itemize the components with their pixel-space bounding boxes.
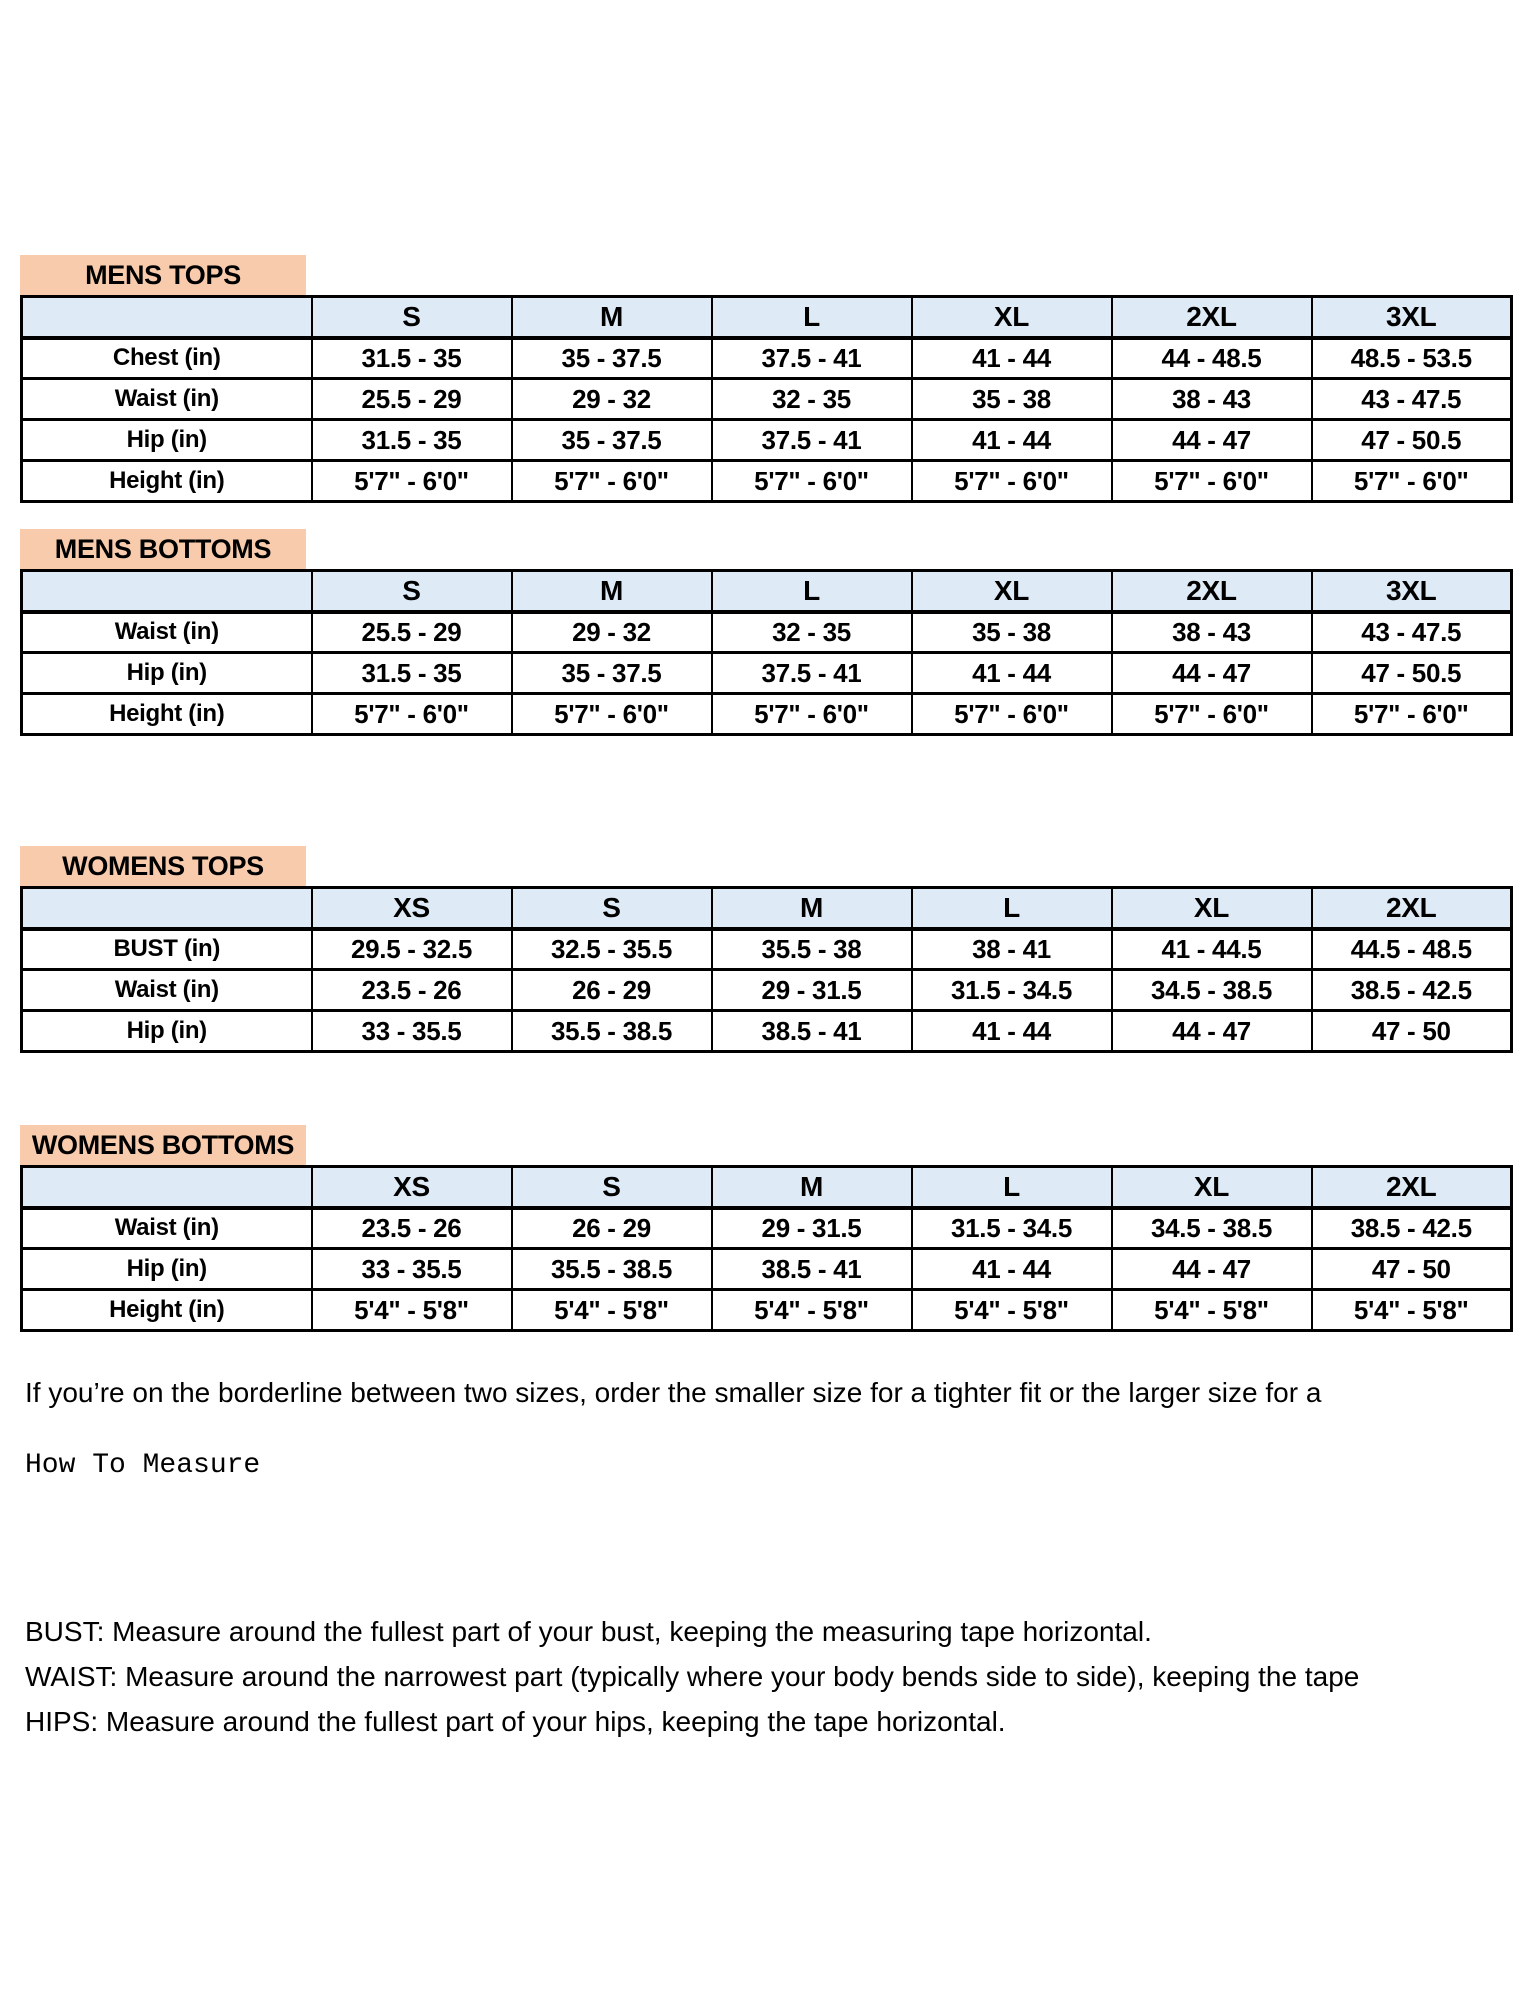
table-section-womens-tops xyxy=(20,846,1530,1053)
measurement-cell: 5'7" - 6'0" xyxy=(312,461,512,502)
measurement-cell: 37.5 - 41 xyxy=(712,420,912,461)
measurement-cell: 5'4" - 5'8" xyxy=(512,1290,712,1331)
measurement-cell: 5'4" - 5'8" xyxy=(312,1290,512,1331)
measurement-row xyxy=(22,1011,1512,1052)
measurement-row xyxy=(22,379,1512,420)
size-header-3xl: 3XL xyxy=(1312,571,1512,612)
measure-instruction-line: WAIST: Measure around the narrowest part (typically where your body bends side to side), keeping the tape xyxy=(25,1661,1360,1692)
size-header-s: S xyxy=(512,888,712,929)
measurement-cell: 47 - 50 xyxy=(1312,1011,1512,1052)
measurement-cell: 38.5 - 42.5 xyxy=(1312,970,1512,1011)
size-header-m: M xyxy=(512,297,712,338)
size-header-xl: XL xyxy=(912,297,1112,338)
row-label: Height (in) xyxy=(22,1290,312,1331)
measurement-row xyxy=(22,1249,1512,1290)
measurement-cell: 35 - 38 xyxy=(912,379,1112,420)
measurement-cell: 5'7" - 6'0" xyxy=(912,694,1112,735)
size-table-mens-tops xyxy=(20,295,1513,503)
measurement-cell: 32.5 - 35.5 xyxy=(512,929,712,970)
measurement-cell: 5'7" - 6'0" xyxy=(1312,461,1512,502)
header-row xyxy=(22,571,1512,612)
measurement-cell: 5'7" - 6'0" xyxy=(512,694,712,735)
measurement-cell: 38 - 41 xyxy=(912,929,1112,970)
measurement-cell: 41 - 44 xyxy=(912,420,1112,461)
measurement-cell: 35 - 37.5 xyxy=(512,420,712,461)
measurement-cell: 33 - 35.5 xyxy=(312,1011,512,1052)
measurement-row xyxy=(22,1208,1512,1249)
header-row xyxy=(22,888,1512,929)
measurement-cell: 31.5 - 34.5 xyxy=(912,1208,1112,1249)
row-label: Height (in) xyxy=(22,694,312,735)
measurement-cell: 41 - 44 xyxy=(912,1011,1112,1052)
size-header-l: L xyxy=(912,1167,1112,1208)
measurement-row xyxy=(22,461,1512,502)
row-label: Waist (in) xyxy=(22,1208,312,1249)
size-header-xl: XL xyxy=(1112,1167,1312,1208)
measurement-row xyxy=(22,1290,1512,1331)
table-section-mens-bottoms xyxy=(20,529,1530,736)
size-tables xyxy=(0,255,1530,1332)
measurement-cell: 5'7" - 6'0" xyxy=(1112,461,1312,502)
measurement-cell: 41 - 44 xyxy=(912,653,1112,694)
measurement-cell: 32 - 35 xyxy=(712,612,912,653)
measurement-cell: 32 - 35 xyxy=(712,379,912,420)
size-header-s: S xyxy=(312,297,512,338)
measurement-row xyxy=(22,970,1512,1011)
measurement-row xyxy=(22,612,1512,653)
measurement-cell: 44 - 47 xyxy=(1112,420,1312,461)
measurement-cell: 41 - 44 xyxy=(912,1249,1112,1290)
measurement-cell: 31.5 - 35 xyxy=(312,338,512,379)
corner-cell xyxy=(22,1167,312,1208)
measurement-cell: 44.5 - 48.5 xyxy=(1312,929,1512,970)
measurement-cell: 43 - 47.5 xyxy=(1312,612,1512,653)
measurement-cell: 5'4" - 5'8" xyxy=(1112,1290,1312,1331)
measurement-row xyxy=(22,929,1512,970)
measurement-cell: 41 - 44 xyxy=(912,338,1112,379)
size-header-xl: XL xyxy=(912,571,1112,612)
measurement-cell: 5'7" - 6'0" xyxy=(712,694,912,735)
size-header-2xl: 2XL xyxy=(1112,297,1312,338)
size-header-xs: XS xyxy=(312,888,512,929)
measurement-cell: 35.5 - 38 xyxy=(712,929,912,970)
corner-cell xyxy=(22,571,312,612)
measurement-cell: 44 - 47 xyxy=(1112,1249,1312,1290)
measurement-cell: 31.5 - 35 xyxy=(312,420,512,461)
size-header-2xl: 2XL xyxy=(1312,1167,1512,1208)
measurement-cell: 47 - 50.5 xyxy=(1312,420,1512,461)
measurement-cell: 31.5 - 34.5 xyxy=(912,970,1112,1011)
measurement-cell: 43 - 47.5 xyxy=(1312,379,1512,420)
measurement-cell: 38.5 - 41 xyxy=(712,1011,912,1052)
measurement-cell: 5'7" - 6'0" xyxy=(312,694,512,735)
row-label: BUST (in) xyxy=(22,929,312,970)
measurement-cell: 47 - 50 xyxy=(1312,1249,1512,1290)
row-label: Height (in) xyxy=(22,461,312,502)
table-title-womens-bottoms: WOMENS BOTTOMS xyxy=(20,1125,306,1165)
measurement-cell: 34.5 - 38.5 xyxy=(1112,970,1312,1011)
measurement-cell: 35 - 37.5 xyxy=(512,338,712,379)
measurement-cell: 5'7" - 6'0" xyxy=(1312,694,1512,735)
measurement-cell: 44 - 47 xyxy=(1112,653,1312,694)
size-header-l: L xyxy=(912,888,1112,929)
measurement-cell: 5'4" - 5'8" xyxy=(912,1290,1112,1331)
size-table-womens-tops xyxy=(20,886,1513,1053)
measurement-cell: 35 - 38 xyxy=(912,612,1112,653)
table-section-mens-tops xyxy=(20,255,1530,503)
measurement-cell: 44 - 47 xyxy=(1112,1011,1312,1052)
measurement-cell: 38 - 43 xyxy=(1112,379,1312,420)
row-label: Hip (in) xyxy=(22,653,312,694)
measurement-cell: 5'4" - 5'8" xyxy=(712,1290,912,1331)
measurement-cell: 44 - 48.5 xyxy=(1112,338,1312,379)
measurement-cell: 5'7" - 6'0" xyxy=(912,461,1112,502)
size-header-2xl: 2XL xyxy=(1312,888,1512,929)
measure-instruction-line: HIPS: Measure around the fullest part of your hips, keeping the tape horizontal. xyxy=(25,1706,1006,1737)
measurement-cell: 41 - 44.5 xyxy=(1112,929,1312,970)
measurement-cell: 29 - 31.5 xyxy=(712,1208,912,1249)
measurement-cell: 23.5 - 26 xyxy=(312,970,512,1011)
measurement-cell: 5'7" - 6'0" xyxy=(512,461,712,502)
measurement-cell: 5'7" - 6'0" xyxy=(712,461,912,502)
measurement-cell: 29 - 32 xyxy=(512,612,712,653)
measurement-cell: 47 - 50.5 xyxy=(1312,653,1512,694)
measurement-cell: 5'7" - 6'0" xyxy=(1112,694,1312,735)
measurement-cell: 31.5 - 35 xyxy=(312,653,512,694)
measurement-cell: 33 - 35.5 xyxy=(312,1249,512,1290)
corner-cell xyxy=(22,888,312,929)
measurement-cell: 38.5 - 41 xyxy=(712,1249,912,1290)
table-title-mens-tops: MENS TOPS xyxy=(20,255,306,295)
measurement-row xyxy=(22,694,1512,735)
fit-note: If you’re on the borderline between two sizes, order the smaller size for a tighter fit or the larger size for a xyxy=(25,1377,1322,1408)
row-label: Waist (in) xyxy=(22,379,312,420)
measurement-cell: 29.5 - 32.5 xyxy=(312,929,512,970)
measurement-cell: 26 - 29 xyxy=(512,970,712,1011)
measurement-cell: 48.5 - 53.5 xyxy=(1312,338,1512,379)
measurement-cell: 38.5 - 42.5 xyxy=(1312,1208,1512,1249)
size-header-s: S xyxy=(312,571,512,612)
measurement-cell: 37.5 - 41 xyxy=(712,653,912,694)
size-table-womens-bottoms xyxy=(20,1165,1513,1332)
size-header-3xl: 3XL xyxy=(1312,297,1512,338)
measurement-cell: 34.5 - 38.5 xyxy=(1112,1208,1312,1249)
size-header-2xl: 2XL xyxy=(1112,571,1312,612)
header-row xyxy=(22,1167,1512,1208)
measurement-row xyxy=(22,338,1512,379)
row-label: Hip (in) xyxy=(22,420,312,461)
measurement-row xyxy=(22,653,1512,694)
measurement-cell: 29 - 31.5 xyxy=(712,970,912,1011)
measure-instructions xyxy=(25,1609,1525,1744)
how-to-measure-title: How To Measure xyxy=(25,1450,261,1481)
measurement-row xyxy=(22,420,1512,461)
row-label: Chest (in) xyxy=(22,338,312,379)
measurement-cell: 25.5 - 29 xyxy=(312,379,512,420)
measurement-cell: 25.5 - 29 xyxy=(312,612,512,653)
measurement-cell: 29 - 32 xyxy=(512,379,712,420)
row-label: Hip (in) xyxy=(22,1011,312,1052)
size-header-m: M xyxy=(512,571,712,612)
size-table-mens-bottoms xyxy=(20,569,1513,736)
table-title-mens-bottoms: MENS BOTTOMS xyxy=(20,529,306,569)
size-header-l: L xyxy=(712,297,912,338)
table-title-womens-tops: WOMENS TOPS xyxy=(20,846,306,886)
size-header-m: M xyxy=(712,1167,912,1208)
corner-cell xyxy=(22,297,312,338)
measurement-cell: 37.5 - 41 xyxy=(712,338,912,379)
table-section-womens-bottoms xyxy=(20,1125,1530,1332)
size-header-l: L xyxy=(712,571,912,612)
measurement-cell: 5'4" - 5'8" xyxy=(1312,1290,1512,1331)
size-header-m: M xyxy=(712,888,912,929)
row-label: Waist (in) xyxy=(22,612,312,653)
size-header-xl: XL xyxy=(1112,888,1312,929)
measurement-cell: 35.5 - 38.5 xyxy=(512,1249,712,1290)
size-header-s: S xyxy=(512,1167,712,1208)
measurement-cell: 35 - 37.5 xyxy=(512,653,712,694)
measurement-cell: 35.5 - 38.5 xyxy=(512,1011,712,1052)
row-label: Waist (in) xyxy=(22,970,312,1011)
row-label: Hip (in) xyxy=(22,1249,312,1290)
size-header-xs: XS xyxy=(312,1167,512,1208)
measurement-cell: 26 - 29 xyxy=(512,1208,712,1249)
measurement-cell: 23.5 - 26 xyxy=(312,1208,512,1249)
measure-instruction-line: BUST: Measure around the fullest part of your bust, keeping the measuring tape horizontal. xyxy=(25,1616,1152,1647)
header-row xyxy=(22,297,1512,338)
measurement-cell: 38 - 43 xyxy=(1112,612,1312,653)
